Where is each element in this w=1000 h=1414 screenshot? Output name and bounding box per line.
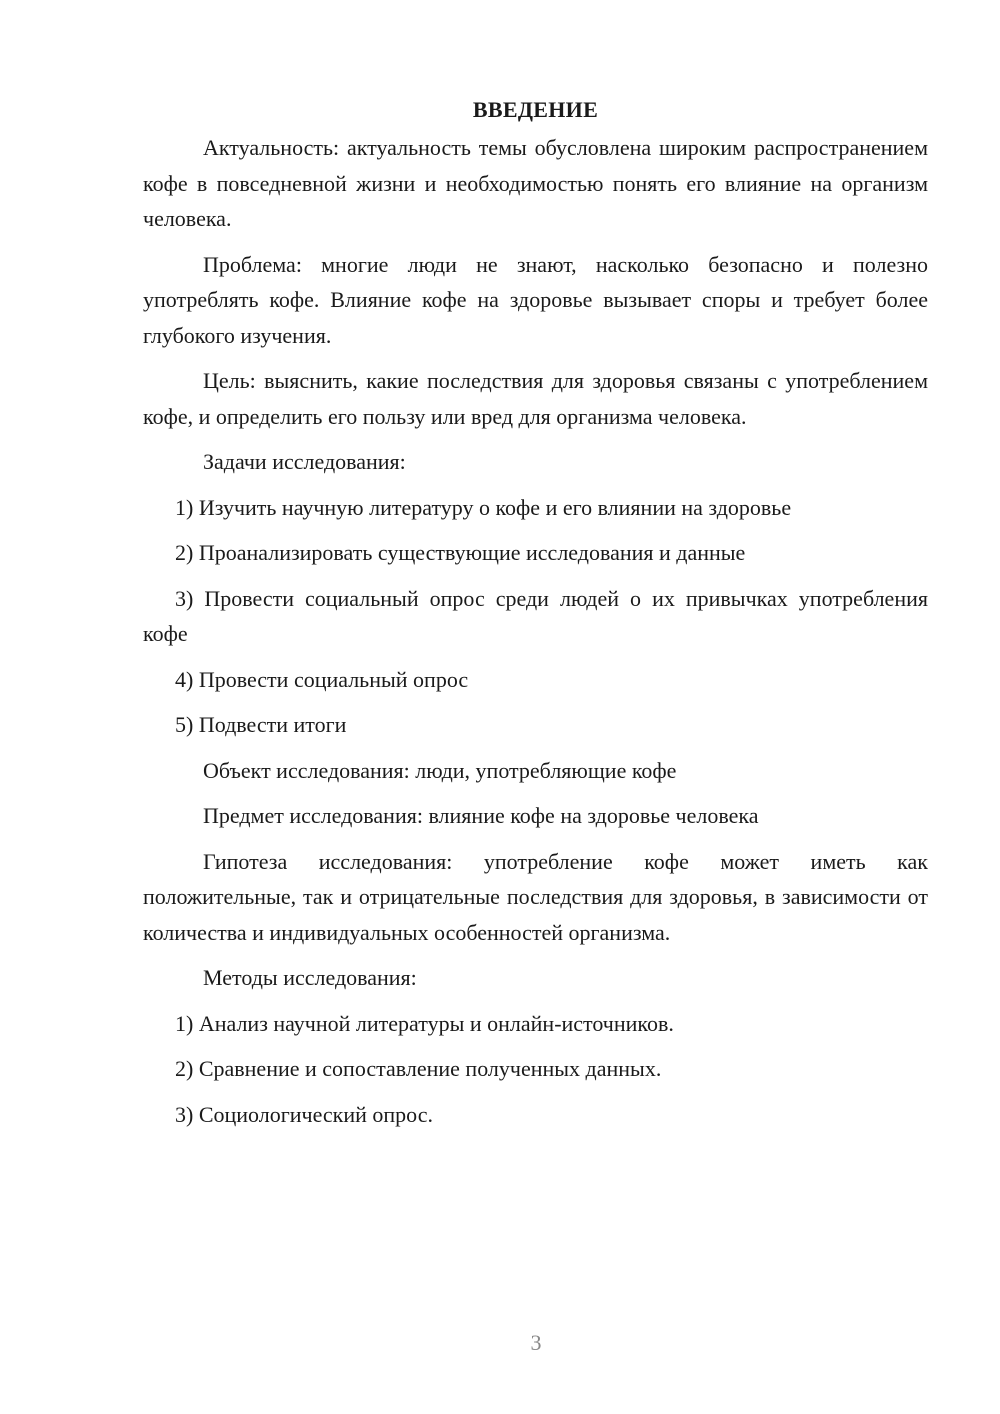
- document-body: [143, 92, 928, 1142]
- paragraph-goal: Цель: выяснить, какие последствия для здоровья связаны с употреблением кофе, и определить его пользу или вред для организма человека.: [143, 368, 928, 429]
- task-item: 2) Проанализировать существующие исследования и данные: [175, 540, 746, 565]
- page-title: ВВЕДЕНИЕ: [472, 97, 599, 122]
- task-item: 3) Провести социальный опрос среди людей о их привычках употребления кофе: [143, 585, 928, 646]
- task-item: 1) Изучить научную литературу о кофе и его влиянии на здоровье: [175, 494, 792, 520]
- task-item: 4) Провести социальный опрос: [175, 666, 469, 692]
- tasks-heading: Задачи исследования:: [203, 449, 406, 474]
- method-item: 1) Анализ научной литературы и онлайн-источников.: [175, 1010, 674, 1036]
- task-item: 5) Подвести итоги: [175, 712, 347, 737]
- method-item: 2) Сравнение и сопоставление полученных данных.: [175, 1056, 662, 1081]
- method-item: 3) Социологический опрос.: [175, 1101, 433, 1127]
- paragraph-subject: Предмет исследования: влияние кофе на здоровье человека: [203, 803, 759, 828]
- paragraph-hypothesis: Гипотеза исследования: употребление кофе может иметь как положительные, так и отрицательные последствия для здоровья, в зависимости от количества и индивидуальных особенностей организма.: [143, 848, 928, 945]
- paragraph-relevance: Актуальность: актуальность темы обусловлена широким распространением кофе в повседневной жизни и необходимостью понять его влияние на организм человека.: [143, 135, 928, 231]
- paragraph-problem: Проблема: многие люди не знают, насколько безопасно и полезно употреблять кофе. Влияние кофе на здоровье вызывает споры и требует более глубокого изучения.: [143, 251, 928, 348]
- paragraph-object: Объект исследования: люди, употребляющие кофе: [203, 757, 677, 783]
- page-number: 3: [530, 1330, 542, 1355]
- methods-heading: Методы исследования:: [203, 965, 417, 990]
